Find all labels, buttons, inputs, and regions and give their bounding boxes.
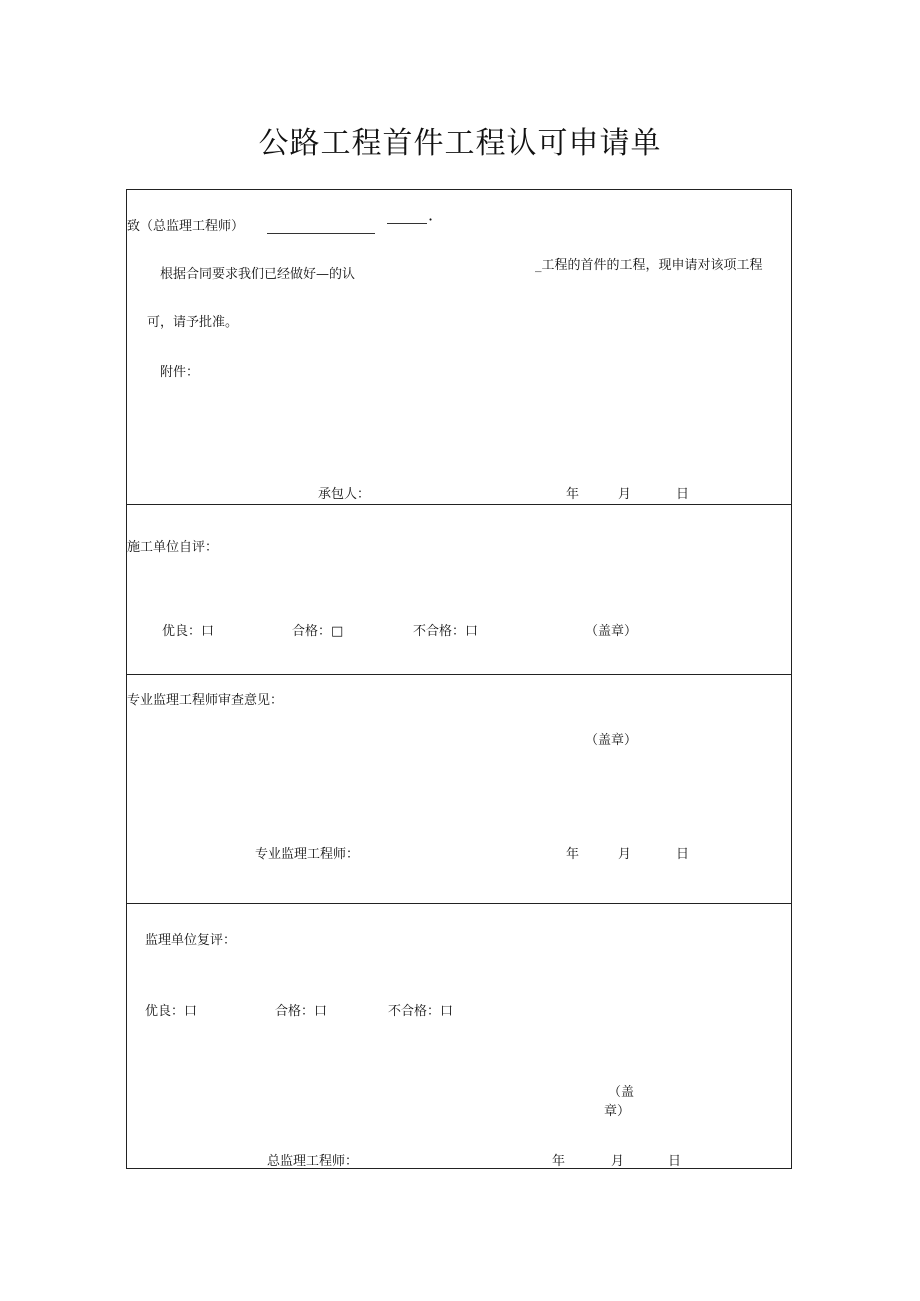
excellent-checkbox[interactable]: 优良：口: [162, 624, 215, 639]
contractor-label: 承包人：: [318, 487, 371, 502]
date-year: 年: [566, 487, 580, 502]
application-section: [127, 190, 791, 505]
fail-checkbox[interactable]: 不合格：口: [388, 1004, 454, 1019]
page-title: 公路工程首件工程认可申请单: [258, 126, 662, 161]
date-day: 日: [676, 487, 690, 502]
recipient-extra-field[interactable]: [387, 223, 427, 224]
excellent-checkbox[interactable]: 优良：口: [145, 1004, 198, 1019]
self-evaluation-section: [127, 505, 791, 675]
request-text-left: 根据合同要求我们已经做好—的认: [160, 267, 356, 282]
pass-checkbox[interactable]: 合格：□: [292, 624, 344, 639]
supervision-review-section: [127, 904, 791, 1170]
request-text-right: _工程的首件的工程，现申请对该项工程: [535, 258, 763, 273]
application-form: [126, 189, 792, 1169]
seal-label-line2: 章）: [604, 1104, 631, 1119]
attachment-label: 附件：: [160, 365, 200, 380]
date-year: 年: [552, 1154, 566, 1169]
seal-label: （盖章）: [585, 733, 638, 748]
engineer-review-label: 专业监理工程师审查意见：: [127, 693, 284, 708]
dot-mark: ·: [428, 210, 434, 229]
date-day: 日: [668, 1154, 682, 1169]
fail-checkbox[interactable]: 不合格：口: [413, 624, 479, 639]
seal-label: （盖章）: [585, 624, 638, 639]
chief-engineer-name-field[interactable]: [267, 233, 375, 234]
request-text-continued: 可，请予批准。: [147, 315, 239, 330]
date-day: 日: [676, 847, 690, 862]
pass-checkbox[interactable]: 合格：口: [275, 1004, 328, 1019]
engineer-review-section: [127, 675, 791, 904]
date-month: 月: [618, 847, 632, 862]
seal-label-line1: （盖: [608, 1085, 635, 1100]
chief-engineer-signature-label: 总监理工程师：: [267, 1154, 359, 1169]
engineer-signature-label: 专业监理工程师：: [255, 847, 360, 862]
self-evaluation-label: 施工单位自评：: [127, 540, 219, 555]
to-label: 致（总监理工程师）: [127, 219, 245, 234]
date-year: 年: [566, 847, 580, 862]
date-month: 月: [611, 1154, 625, 1169]
date-month: 月: [618, 487, 632, 502]
supervision-review-label: 监理单位复评：: [145, 933, 237, 948]
